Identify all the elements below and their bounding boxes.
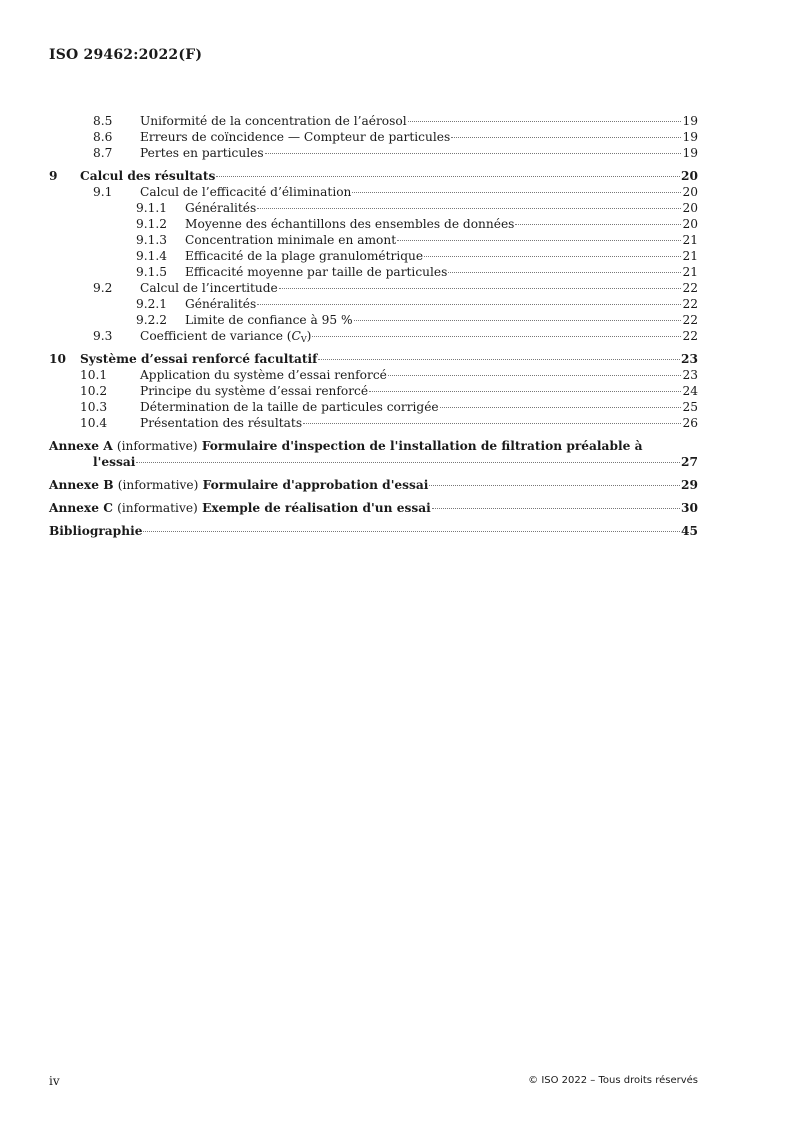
leader-dots [352, 192, 681, 193]
toc-entry-9-2-2[interactable] [49, 312, 698, 328]
toc-entry-10-2[interactable] [49, 383, 698, 399]
leader-dots [257, 208, 681, 209]
toc-number: 9.2 [93, 281, 113, 295]
toc-entry-9-3[interactable] [49, 328, 698, 344]
toc-page: 29 [681, 478, 698, 492]
toc-title: Calcul des résultats [80, 169, 216, 183]
annex-title-cont: l'essai [93, 455, 136, 469]
annex-a-line2 [49, 454, 698, 470]
toc-page: 22 [682, 329, 698, 343]
leader-dots [265, 153, 681, 154]
toc-entry-10-1[interactable] [49, 367, 698, 383]
toc-page: 22 [682, 281, 698, 295]
table-of-contents [49, 113, 698, 539]
toc-page: 19 [682, 114, 698, 128]
annex-type: (informative) [117, 501, 198, 515]
toc-page: 23 [681, 352, 698, 366]
leader-dots [451, 137, 681, 138]
toc-page: 26 [682, 416, 698, 430]
toc-title: Efficacité moyenne par taille de particules [185, 265, 448, 279]
annex-title: Formulaire d'inspection de l'installation de filtration préalable à [201, 439, 643, 453]
toc-entry-annex-c[interactable] [49, 500, 698, 516]
toc-number: 9.2.1 [136, 297, 168, 311]
toc-page: 23 [682, 368, 698, 382]
toc-entry-8-7[interactable] [49, 145, 698, 161]
toc-page: 21 [682, 233, 698, 247]
toc-entry-bibliography[interactable] [49, 523, 698, 539]
toc-entry-9-1-3[interactable] [49, 232, 698, 248]
toc-number: 10.3 [80, 400, 108, 414]
toc-entry-9-1-4[interactable] [49, 248, 698, 264]
annex-title: Formulaire d'approbation d'essai [202, 478, 429, 492]
leader-dots [279, 288, 681, 289]
leader-dots [143, 531, 680, 532]
toc-entry-annex-a[interactable] [49, 438, 698, 470]
toc-title: Efficacité de la plage granulométrique [185, 249, 424, 263]
toc-title: Limite de confiance à 95 % [185, 313, 353, 327]
toc-page: 19 [682, 146, 698, 160]
toc-entry-9-1-5[interactable] [49, 264, 698, 280]
toc-title: Principe du système d’essai renforcé [140, 384, 369, 398]
leader-dots [408, 121, 681, 122]
toc-title: Bibliographie [49, 524, 143, 538]
toc-entry-9-1-1[interactable] [49, 200, 698, 216]
toc-entry-annex-b[interactable] [49, 477, 698, 493]
toc-entry-8-6[interactable] [49, 129, 698, 145]
toc-number: 9 [49, 169, 58, 183]
toc-page: 20 [682, 185, 698, 199]
toc-page: 45 [681, 524, 698, 538]
toc-page: 19 [682, 130, 698, 144]
leader-dots [318, 359, 680, 360]
toc-title: Uniformité de la concentration de l’aérosol [140, 114, 407, 128]
toc-title: Généralités [185, 297, 257, 311]
copyright-notice: © ISO 2022 – Tous droits réservés [528, 1075, 698, 1086]
toc-number: 10.2 [80, 384, 108, 398]
leader-dots [388, 375, 681, 376]
toc-title: Système d’essai renforcé facultatif [80, 352, 318, 366]
toc-number: 9.1.5 [136, 265, 168, 279]
toc-page: 20 [682, 201, 698, 215]
toc-entry-10-3[interactable] [49, 399, 698, 415]
leader-dots [397, 240, 681, 241]
toc-entry-10-4[interactable] [49, 415, 698, 431]
leader-dots [303, 423, 681, 424]
leader-dots [432, 508, 680, 509]
toc-number: 9.1.4 [136, 249, 168, 263]
toc-number: 10.4 [80, 416, 108, 430]
toc-title: Erreurs de coïncidence — Compteur de particules [140, 130, 451, 144]
toc-page: 27 [681, 455, 698, 469]
annex-label: Annexe C [49, 501, 113, 515]
toc-title: Application du système d’essai renforcé [140, 368, 387, 382]
toc-title: Calcul de l’incertitude [140, 281, 278, 295]
toc-number: 8.7 [93, 146, 113, 160]
leader-dots [424, 256, 681, 257]
leader-dots [369, 391, 681, 392]
leader-dots [354, 320, 681, 321]
leader-dots [216, 176, 680, 177]
toc-number: 8.6 [93, 130, 113, 144]
annex-label: Annexe B [49, 478, 114, 492]
toc-page: 22 [682, 297, 698, 311]
toc-title: Moyenne des échantillons des ensembles de données [185, 217, 515, 231]
toc-page: 20 [682, 217, 698, 231]
toc-title: Concentration minimale en amont [185, 233, 397, 247]
toc-title: Coefficient de variance $(C_V)$ [140, 329, 312, 344]
toc-entry-9-2-1[interactable] [49, 296, 698, 312]
document-header: ISO 29462:2022(F) [49, 47, 203, 63]
toc-number: 8.5 [93, 114, 113, 128]
annex-type: (informative) [117, 478, 199, 492]
leader-dots [257, 304, 681, 305]
toc-title: Présentation des résultats [140, 416, 303, 430]
annex-label: Annexe A [49, 439, 113, 453]
toc-entry-9-2[interactable] [49, 280, 698, 296]
toc-page: 22 [682, 313, 698, 327]
toc-number: 9.1.3 [136, 233, 168, 247]
toc-entry-9-1[interactable] [49, 184, 698, 200]
toc-page: 25 [682, 400, 698, 414]
toc-number: 10 [49, 352, 66, 366]
toc-page: 21 [682, 265, 698, 279]
toc-title: Détermination de la taille de particules corrigée [140, 400, 439, 414]
toc-title: Généralités [185, 201, 257, 215]
toc-number: 9.2.2 [136, 313, 168, 327]
toc-number: 10.1 [80, 368, 108, 382]
toc-entry-8-5[interactable] [49, 113, 698, 129]
leader-dots [515, 224, 681, 225]
leader-dots [440, 407, 681, 408]
toc-entry-9-1-2[interactable] [49, 216, 698, 232]
page-number: iv [49, 1074, 60, 1088]
toc-title: Pertes en particules [140, 146, 264, 160]
leader-dots [136, 462, 680, 463]
toc-page: 30 [681, 501, 698, 515]
toc-page: 20 [681, 169, 698, 183]
leader-dots [448, 272, 681, 273]
toc-entry-9[interactable] [49, 168, 698, 184]
leader-dots [429, 485, 680, 486]
annex-title: Exemple de réalisation d'un essai [202, 501, 431, 515]
toc-number: 9.1.1 [136, 201, 168, 215]
toc-number: 9.1.2 [136, 217, 168, 231]
annex-a-line1 [49, 438, 698, 454]
toc-page: 24 [682, 384, 698, 398]
toc-entry-10[interactable] [49, 351, 698, 367]
leader-dots [312, 336, 681, 337]
annex-type: (informative) [116, 439, 198, 453]
toc-title: Calcul de l’efficacité d’élimination [140, 185, 352, 199]
toc-number: 9.1 [93, 185, 113, 199]
toc-number: 9.3 [93, 329, 113, 343]
toc-page: 21 [682, 249, 698, 263]
